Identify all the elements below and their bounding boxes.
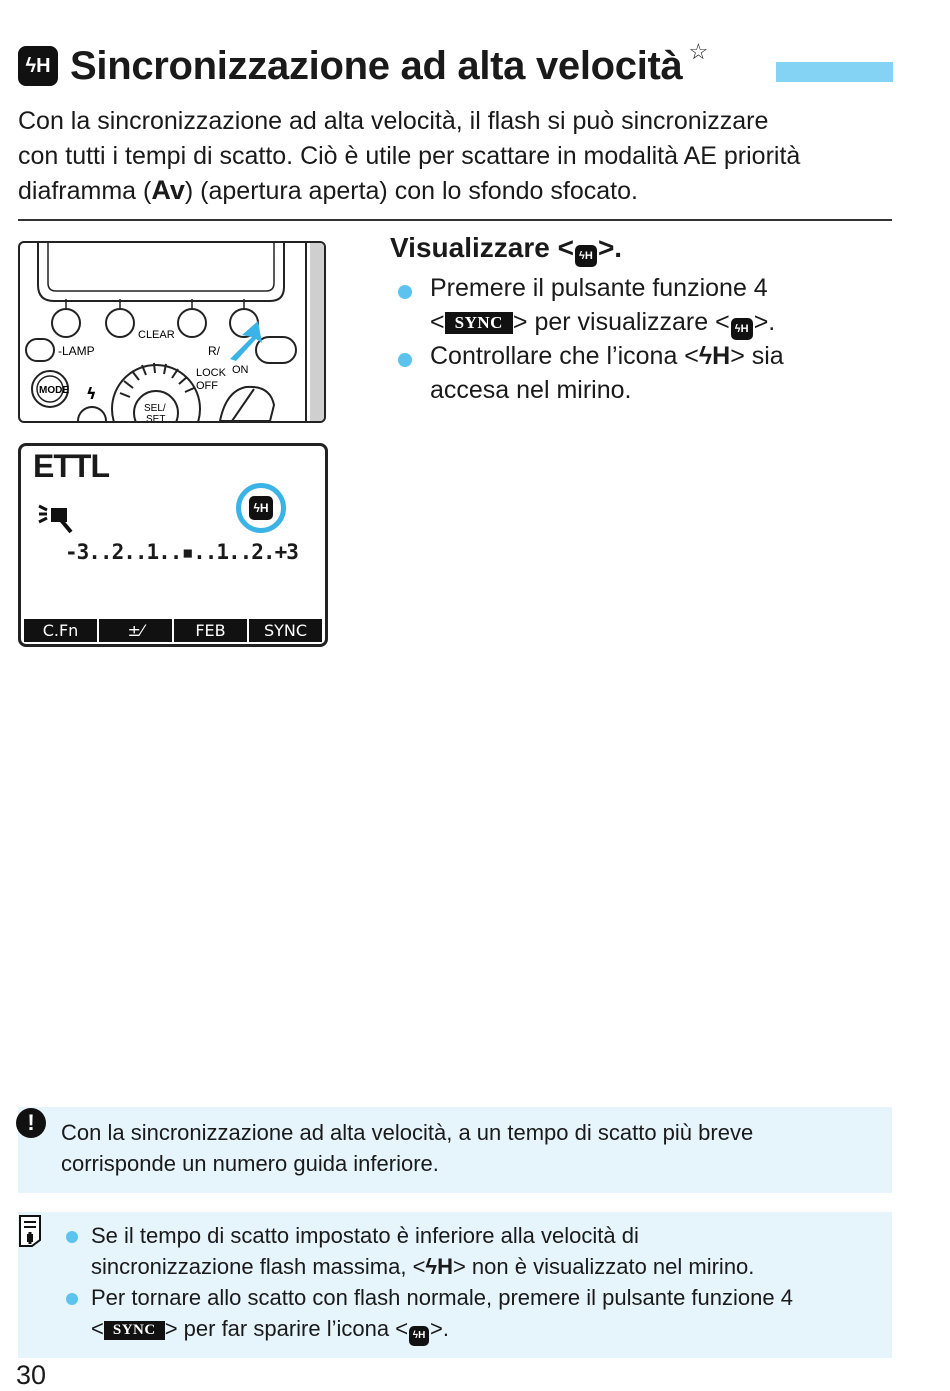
lcd-tab-fec: ±⁄: [99, 619, 172, 642]
off-label: OFF: [196, 380, 218, 392]
instruction-text: > sia: [730, 342, 784, 371]
flash-panel-drawing: [20, 243, 324, 421]
advanced-star-icon: ☆: [688, 39, 709, 64]
step-title-text: Visualizzare <: [390, 232, 574, 263]
lcd-hs-letter: H: [259, 501, 269, 515]
lamp-label: -LAMP: [58, 344, 95, 358]
list-item: [66, 1282, 886, 1346]
memo-list: [66, 1220, 886, 1346]
intro-paragraph: [18, 104, 898, 209]
instruction-text: >.: [753, 307, 776, 336]
list-item: [398, 340, 918, 407]
set-label: SET: [146, 414, 166, 421]
flash-control-panel-illustration: [18, 241, 326, 423]
memo-text: >.: [430, 1316, 450, 1341]
viewfinder-fh-icon: ϟH: [698, 342, 731, 371]
r-label: R/: [208, 344, 220, 358]
memo-line: [91, 1251, 886, 1282]
flash-zoom-icon: [37, 500, 81, 536]
lcd-tab-feb: FEB: [174, 619, 247, 642]
lcd-tab-cfn: C.Fn: [24, 619, 97, 642]
caution-line: corrisponde un numero guida inferiore.: [61, 1151, 439, 1176]
memo-line: [91, 1313, 886, 1346]
svg-text:ϟ: ϟ: [86, 384, 97, 403]
sync-key-label: SYNC: [104, 1321, 165, 1340]
instruction-text: [430, 306, 918, 341]
high-speed-sync-icon: ϟ H: [249, 496, 273, 520]
instruction-text: [430, 340, 918, 374]
intro-text: ) (apertura aperta) con lo sfondo sfocato.: [184, 177, 638, 205]
caution-icon: !: [16, 1108, 46, 1138]
mode-label: MODE: [39, 385, 69, 396]
lcd-function-tabs: [24, 619, 322, 642]
instruction-text: <: [430, 307, 445, 336]
memo-line: Se il tempo di scatto impostato è inferiore alla velocità di: [91, 1223, 639, 1248]
high-speed-sync-icon: ϟH: [731, 318, 753, 340]
on-label: ON: [232, 364, 249, 376]
instruction-text: accesa nel mirino.: [430, 375, 632, 404]
step-title: [390, 232, 622, 267]
intro-line-2: con tutti i tempi di scatto. Ciò è utile per scattare in modalità AE priorità: [18, 141, 801, 170]
clear-label: CLEAR: [138, 329, 175, 341]
caution-line: Con la sincronizzazione ad alta velocità, a un tempo di scatto più breve: [61, 1120, 754, 1145]
memo-text: sincronizzazione flash massima, <: [91, 1254, 426, 1279]
instruction-text: > per visualizzare <: [512, 307, 730, 336]
instruction-text: Controllare che l’icona <: [430, 342, 699, 371]
intro-line-3: [18, 173, 898, 209]
page-number: 30: [16, 1360, 47, 1390]
intro-text: diaframma (: [18, 177, 152, 205]
lcd-high-speed-sync-highlight: [236, 483, 286, 533]
high-speed-sync-icon: ϟH: [409, 1326, 429, 1346]
lcd-mode-label: ETTL: [33, 448, 109, 484]
list-item: [398, 272, 918, 340]
step-title-text: >.: [597, 232, 623, 263]
title-accent-bar: [776, 62, 893, 82]
divider: [18, 219, 892, 221]
high-speed-sync-icon: ϟH: [575, 245, 597, 267]
page-header: [18, 38, 708, 94]
memo-icon: [18, 1214, 46, 1248]
instruction-text: Premere il pulsante funzione 4: [430, 274, 768, 302]
sel-label: SEL/: [144, 403, 166, 414]
memo-text: > non è visualizzato nel mirino.: [452, 1254, 755, 1279]
memo-text: <: [91, 1316, 104, 1341]
lock-label: LOCK: [196, 367, 226, 379]
high-speed-sync-icon: ϟH: [18, 46, 58, 86]
exposure-level-scale: -3..2..1..▪..1..2.+3: [65, 540, 298, 564]
flash-lcd-panel: [18, 443, 328, 647]
viewfinder-fh-icon: ϟH: [425, 1254, 453, 1279]
page-title: Sincronizzazione ad alta velocità: [70, 43, 683, 88]
list-item: [66, 1220, 886, 1282]
memo-text: > per far sparire l’icona <: [164, 1316, 409, 1341]
av-mode-label: Av: [151, 175, 185, 205]
step-instructions: [398, 272, 918, 407]
memo-line: Per tornare allo scatto con flash normale, premere il pulsante funzione 4: [91, 1285, 793, 1310]
intro-line-1: Con la sincronizzazione ad alta velocità, il flash si può sincronizzare: [18, 107, 769, 135]
caution-text: [61, 1117, 871, 1179]
lcd-tab-sync: SYNC: [249, 619, 322, 642]
sync-key-label: SYNC: [445, 312, 513, 334]
